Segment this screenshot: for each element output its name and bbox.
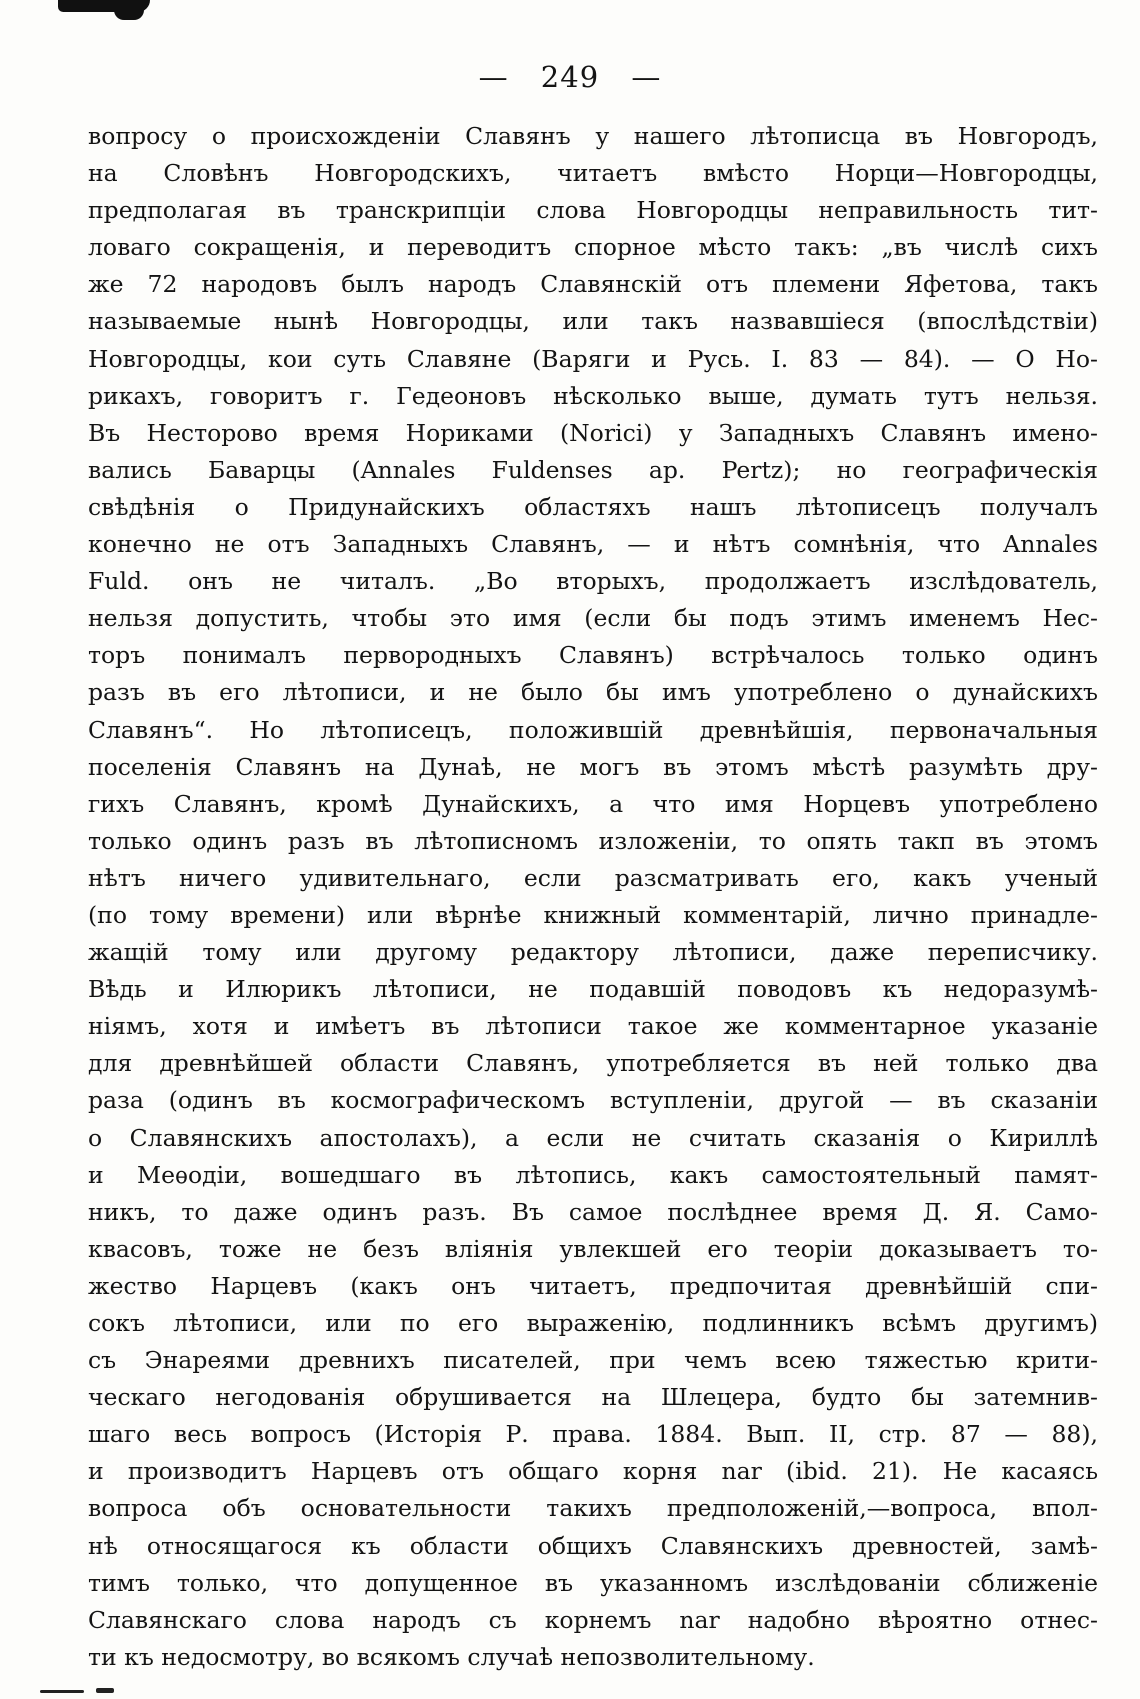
text-line: никъ, то даже одинъ разъ. Въ самое послѣднее время Д. Я. Само- <box>88 1197 1098 1226</box>
text-line: разъ въ его лѣтописи, и не было бы имъ употреблено о дунайскихъ <box>88 678 1098 707</box>
text-line: съ Энареями древнихъ писателей, при чемъ всею тяжестью крити- <box>88 1346 1098 1375</box>
text-line: жество Нарцевъ (какъ онъ читаетъ, предпочитая древнѣйшій спи- <box>88 1271 1098 1300</box>
text-line: поселенія Славянъ на Дунаѣ, не могъ въ этомъ мѣстѣ разумѣть дру- <box>88 752 1098 781</box>
text-line: о Славянскихъ апостолахъ), а если не считать сказанія о Кириллѣ <box>88 1123 1098 1152</box>
text-line: на Словѣнъ Новгородскихъ, читаетъ вмѣсто Норци—Новгородцы, <box>88 159 1098 188</box>
text-line: жащій тому или другому редактору лѣтописи, даже переписчику. <box>88 938 1098 967</box>
text-line: Славянъ“. Но лѣтописецъ, положившій древнѣйшія, первоначальныя <box>88 715 1098 744</box>
text-line: вались Баварцы (Annales Fuldenses ap. Pertz); но географическія <box>88 455 1098 484</box>
text-line: квасовъ, тоже не безъ вліянія увлекшей его теоріи доказываетъ то- <box>88 1234 1098 1263</box>
text-line: нѣтъ ничего удивительнаго, если разсматривать его, какъ ученый <box>88 863 1098 892</box>
text-line: тимъ только, что допущенное въ указанномъ изслѣдованіи сближеніе <box>88 1568 1098 1597</box>
text-line: только одинъ разъ въ лѣтописномъ изложеніи, то опять такп въ этомъ <box>88 826 1098 855</box>
text-line: же 72 народовъ былъ народъ Славянскій отъ племени Яфетова, такъ <box>88 270 1098 299</box>
text-line: раза (одинъ въ космографическомъ вступленіи, другой — въ сказаніи <box>88 1086 1098 1115</box>
ink-mark-bottom <box>40 1690 84 1693</box>
text-line: конечно не отъ Западныхъ Славянъ, — и нѣтъ сомнѣнія, что Annales <box>88 530 1098 559</box>
text-line: вопроса объ основательности такихъ предположеній,—вопроса, впол- <box>88 1494 1098 1523</box>
page-number: — 249 — <box>478 60 662 94</box>
text-line-last: ти къ недосмотру, во всякомъ случаѣ непозволительному. <box>88 1642 815 1671</box>
text-line: предполагая въ транскрипціи слова Новгородцы неправильность тит- <box>88 196 1098 225</box>
text-line: называемые нынѣ Новгородцы, или такъ назвавшіеся (впослѣдствіи) <box>88 307 1098 336</box>
text-line: ческаго негодованія обрушивается на Шлецера, будто бы затемнив- <box>88 1383 1098 1412</box>
text-line: рикахъ, говоритъ г. Гедеоновъ нѣсколько выше, думать тутъ нельзя. <box>88 381 1098 410</box>
text-line: (по тому времени) или вѣрнѣе книжный комментарій, лично принадле- <box>88 900 1098 929</box>
text-line: гихъ Славянъ, кромѣ Дунайскихъ, а что имя Норцевъ употреблено <box>88 789 1098 818</box>
text-line: шаго весь вопросъ (Исторія Р. права. 1884. Вып. II, стр. 87 — 88), <box>88 1420 1098 1449</box>
text-line: ніямъ, хотя и имѣетъ въ лѣтописи такое же комментарное указаніе <box>88 1012 1098 1041</box>
text-line: Fuld. онъ не читалъ. „Во вторыхъ, продолжаетъ изслѣдователь, <box>88 567 1098 596</box>
text-line: вопросу о происхожденіи Славянъ у нашего лѣтописца въ Новгородъ, <box>88 122 1098 150</box>
text-line: и производитъ Нарцевъ отъ общаго корня nar (ibid. 21). Не касаясь <box>88 1457 1098 1486</box>
body-text <box>88 118 1098 1676</box>
text-line: для древнѣйшей области Славянъ, употребляется въ ней только два <box>88 1049 1098 1078</box>
ink-blot-mark <box>58 0 150 12</box>
text-line: Новгородцы, кои суть Славяне (Варяги и Русь. I. 83 — 84). — О Но- <box>88 344 1098 373</box>
text-line: ловаго сокращенія, и переводитъ спорное мѣсто такъ: „въ числѣ сихъ <box>88 233 1098 262</box>
text-line: Въ Несторово время Нориками (Norici) у Западныхъ Славянъ имено- <box>88 418 1098 447</box>
text-line: свѣдѣнія о Придунайскихъ областяхъ нашъ лѣтописецъ получалъ <box>88 492 1098 521</box>
text-line: сокъ лѣтописи, или по его выраженію, подлинникъ всѣмъ другимъ) <box>88 1309 1098 1337</box>
text-line: нельзя допустить, чтобы это имя (если бы подъ этимъ именемъ Нес- <box>88 604 1098 633</box>
text-line: нѣ относящагося къ области общихъ Славянскихъ древностей, замѣ- <box>88 1531 1098 1560</box>
text-line: Славянскаго слова народъ съ корнемъ nar надобно вѣроятно отнес- <box>88 1605 1098 1634</box>
text-line: Вѣдь и Илюрикъ лѣтописи, не подавшій поводовъ къ недоразумѣ- <box>88 975 1098 1004</box>
text-line: и Меѳодіи, вошедшаго въ лѣтопись, какъ самостоятельный памят- <box>88 1160 1098 1189</box>
text-line: торъ понималъ перворoдныхъ Славянъ) встрѣчалось только одинъ <box>88 641 1098 670</box>
